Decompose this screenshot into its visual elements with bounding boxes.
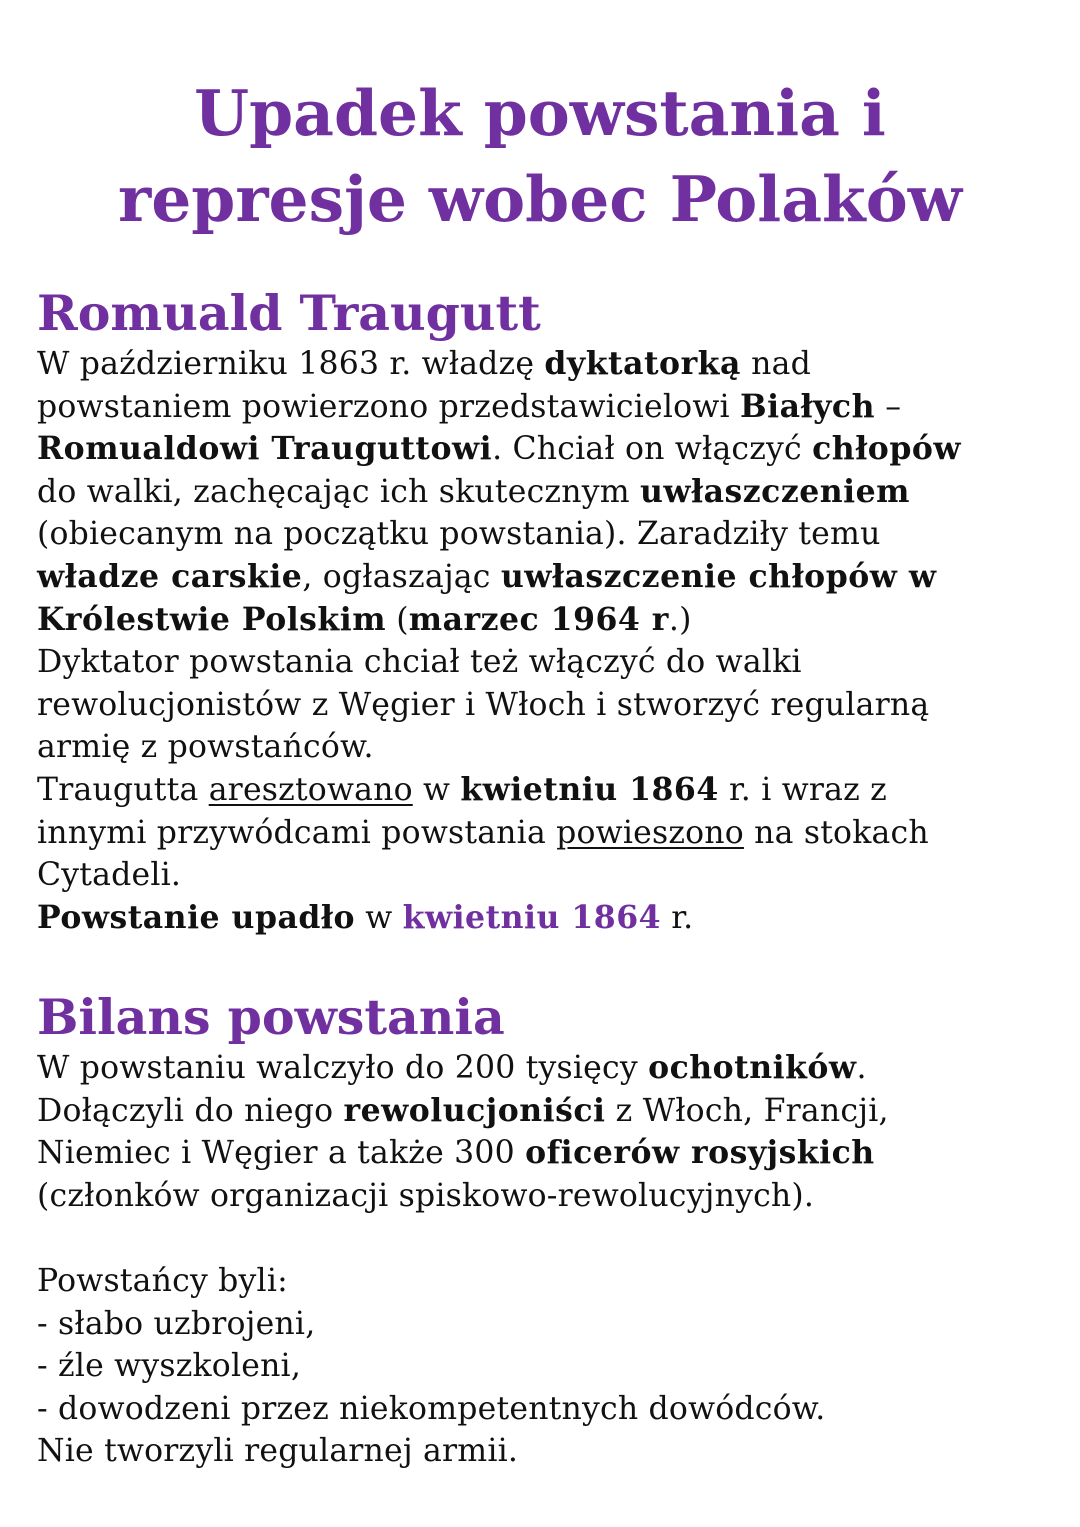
text-line: Cytadeli. <box>37 857 182 894</box>
section-heading-traugutt: Romuald Traugutt <box>37 284 541 342</box>
text-line: władze carskie, ogłaszając uwłaszczenie chłopów w <box>37 557 937 595</box>
text-line: W październiku 1863 r. władzę dyktatorką nad <box>37 345 811 382</box>
text-line: do walki, zachęcając ich skutecznym uwłaszczeniem <box>37 472 911 510</box>
blank-line <box>37 1217 1067 1260</box>
text-line: Dołączyli do niego rewolucjoniści z Włoch, Francji, <box>37 1091 889 1129</box>
text-line: Traugutta aresztowano w kwietniu 1864 r. i wraz z <box>37 770 887 808</box>
text-line: powstaniem powierzono przedstawicielowi Białych – <box>37 387 902 425</box>
section-traugutt-text <box>37 343 1067 939</box>
page-title-line-2: represje wobec Polaków <box>118 162 962 236</box>
text-line: rewolucjonistów z Węgier i Włoch i stworzyć regularną <box>37 686 930 723</box>
section-heading-bilans: Bilans powstania <box>37 988 505 1046</box>
text-line: Powstanie upadło w kwietniu 1864 r. <box>37 898 694 936</box>
text-line: (obiecanym na początku powstania). Zaradziły temu <box>37 516 881 553</box>
page-title-line-1: Upadek powstania i <box>194 76 886 150</box>
text-line: armię z powstańców. <box>37 729 374 766</box>
list-intro: Powstańcy byli: <box>37 1262 288 1299</box>
text-line: innymi przywódcami powstania powieszono na stokach <box>37 814 929 851</box>
text-line: Królestwie Polskim (marzec 1964 r.) <box>37 600 692 638</box>
page-title <box>0 70 1080 242</box>
text-line: Dyktator powstania chciał też włączyć do walki <box>37 644 802 681</box>
text-line: Romualdowi Trauguttowi. Chciał on włączyć chłopów <box>37 430 961 468</box>
text-line: (członków organizacji spiskowo-rewolucyjnych). <box>37 1177 815 1214</box>
list-item: - źle wyszkoleni, <box>37 1348 302 1385</box>
text-line: Nie tworzyli regularnej armii. <box>37 1433 519 1470</box>
list-item: - dowodzeni przez niekompetentnych dowódców. <box>37 1390 826 1427</box>
text-line: W powstaniu walczyło do 200 tysięcy ochotników. <box>37 1049 867 1086</box>
list-item: - słabo uzbrojeni, <box>37 1305 316 1342</box>
section-bilans-text <box>37 1047 1067 1473</box>
text-line: Niemiec i Węgier a także 300 oficerów rosyjskich <box>37 1134 875 1172</box>
